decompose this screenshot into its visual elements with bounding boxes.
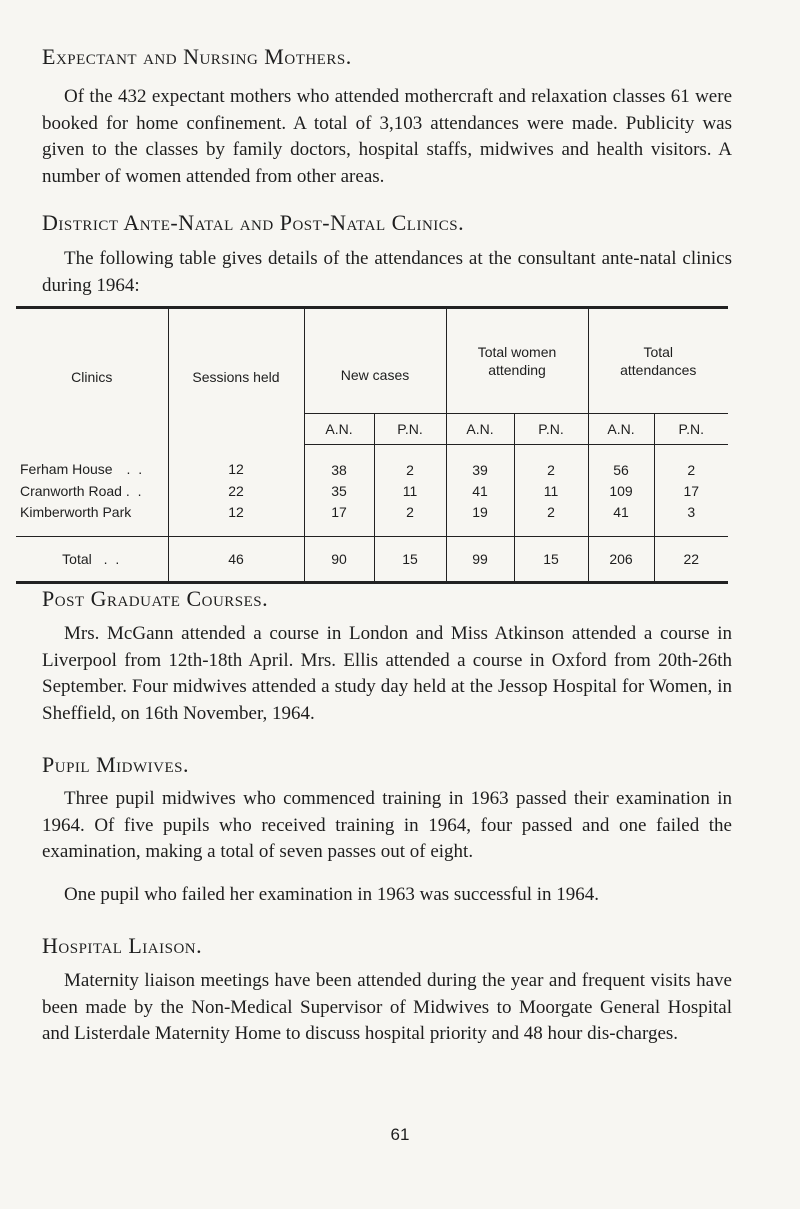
cell-att-pn: 3 xyxy=(654,501,728,537)
heading-district-clinics: District Ante-Natal and Post-Natal Clinics. xyxy=(42,210,465,235)
header-new-cases: New cases xyxy=(304,308,446,414)
table-row xyxy=(16,501,728,537)
header-total-attendances: Total attendances xyxy=(588,308,728,414)
header-clinics: Clinics xyxy=(71,368,113,385)
subheader-att-pn: P.N. xyxy=(654,414,728,445)
cell-sessions: 12 xyxy=(168,445,304,481)
cell-new-pn: 2 xyxy=(374,501,446,537)
cell-new-an: 38 xyxy=(304,445,374,481)
table-header-row xyxy=(16,308,728,414)
cell-att-an: 109 xyxy=(588,480,654,501)
paragraph-pupil-midwives-2: One pupil who failed her examination in 1963 was successful in 1964. xyxy=(64,884,600,905)
cell-women-an: 19 xyxy=(446,501,514,537)
header-total-women: Total women attending xyxy=(446,308,588,414)
cell-women-an: 39 xyxy=(446,445,514,481)
total-new-pn: 15 xyxy=(374,537,446,583)
heading-expectant-mothers: Expectant and Nursing Mothers. xyxy=(42,44,352,69)
row-clinic-name: Cranworth Road . . xyxy=(20,482,144,499)
subheader-new-an: A.N. xyxy=(304,414,374,445)
cell-women-pn: 11 xyxy=(514,480,588,501)
paragraph-hospital-liaison: Maternity liaison meetings have been attended during the year and frequent visits have been made by the Non-Medical Supervisor of Midwives to Moorgate General Hospital and Listerdale Maternity Home to discuss hospital priority and 48 hour dis-charges. xyxy=(42,970,732,1044)
attendance-table xyxy=(16,306,728,584)
cell-new-pn: 2 xyxy=(374,445,446,481)
cell-att-an: 41 xyxy=(588,501,654,537)
cell-sessions: 22 xyxy=(168,480,304,501)
total-sessions: 46 xyxy=(168,537,304,583)
row-clinic-name: Ferham House . . xyxy=(20,461,145,478)
cell-att-pn: 17 xyxy=(654,480,728,501)
cell-new-an: 35 xyxy=(304,480,374,501)
table-row xyxy=(16,445,728,481)
paragraph-pupil-midwives-1: Three pupil midwives who commenced training in 1963 passed their examination in 1964. Of five pupils who received training in 1964, four passed and one failed the examination, making a total of seven passes out of eight. xyxy=(42,788,732,862)
total-label: Total . . xyxy=(16,537,168,583)
total-att-an: 206 xyxy=(588,537,654,583)
header-sessions: Sessions held xyxy=(168,308,304,445)
page-number: 61 xyxy=(390,1125,410,1144)
cell-women-pn: 2 xyxy=(514,501,588,537)
heading-pupil-midwives: Pupil Midwives. xyxy=(42,752,189,777)
table-total-row xyxy=(16,537,728,583)
subheader-women-pn: P.N. xyxy=(514,414,588,445)
subheader-women-an: A.N. xyxy=(446,414,514,445)
cell-new-pn: 11 xyxy=(374,480,446,501)
total-women-an: 99 xyxy=(446,537,514,583)
heading-post-graduate: Post Graduate Courses. xyxy=(42,586,269,611)
paragraph-expectant-mothers: Of the 432 expectant mothers who attended mothercraft and relaxation classes 61 were booked for home confinement. A total of 3,103 attendances were made. Publicity was given to the classes by family doctors, hospital staffs, midwives and health visitors. A number of women attended from other areas. xyxy=(42,86,732,187)
total-women-pn: 15 xyxy=(514,537,588,583)
cell-new-an: 17 xyxy=(304,501,374,537)
table-row xyxy=(16,480,728,501)
subheader-new-pn: P.N. xyxy=(374,414,446,445)
cell-att-pn: 2 xyxy=(654,445,728,481)
row-clinic-name: Kimberworth Park xyxy=(20,503,132,520)
cell-women-pn: 2 xyxy=(514,445,588,481)
cell-sessions: 12 xyxy=(168,501,304,537)
total-new-an: 90 xyxy=(304,537,374,583)
cell-women-an: 41 xyxy=(446,480,514,501)
total-att-pn: 22 xyxy=(654,537,728,583)
paragraph-post-graduate: Mrs. McGann attended a course in London and Miss Atkinson attended a course in Liverpool from 12th-18th April. Mrs. Ellis attended a course in Oxford from 20th-26th September. Four midwives attended a study day held at the Jessop Hospital for Women, in Sheffield, on 16th November, 1964. xyxy=(42,623,732,724)
cell-att-an: 56 xyxy=(588,445,654,481)
heading-hospital-liaison: Hospital Liaison. xyxy=(42,933,203,958)
paragraph-district-clinics: The following table gives details of the attendances at the consultant ante-natal clinics during 1964: xyxy=(42,248,732,296)
subheader-att-an: A.N. xyxy=(588,414,654,445)
